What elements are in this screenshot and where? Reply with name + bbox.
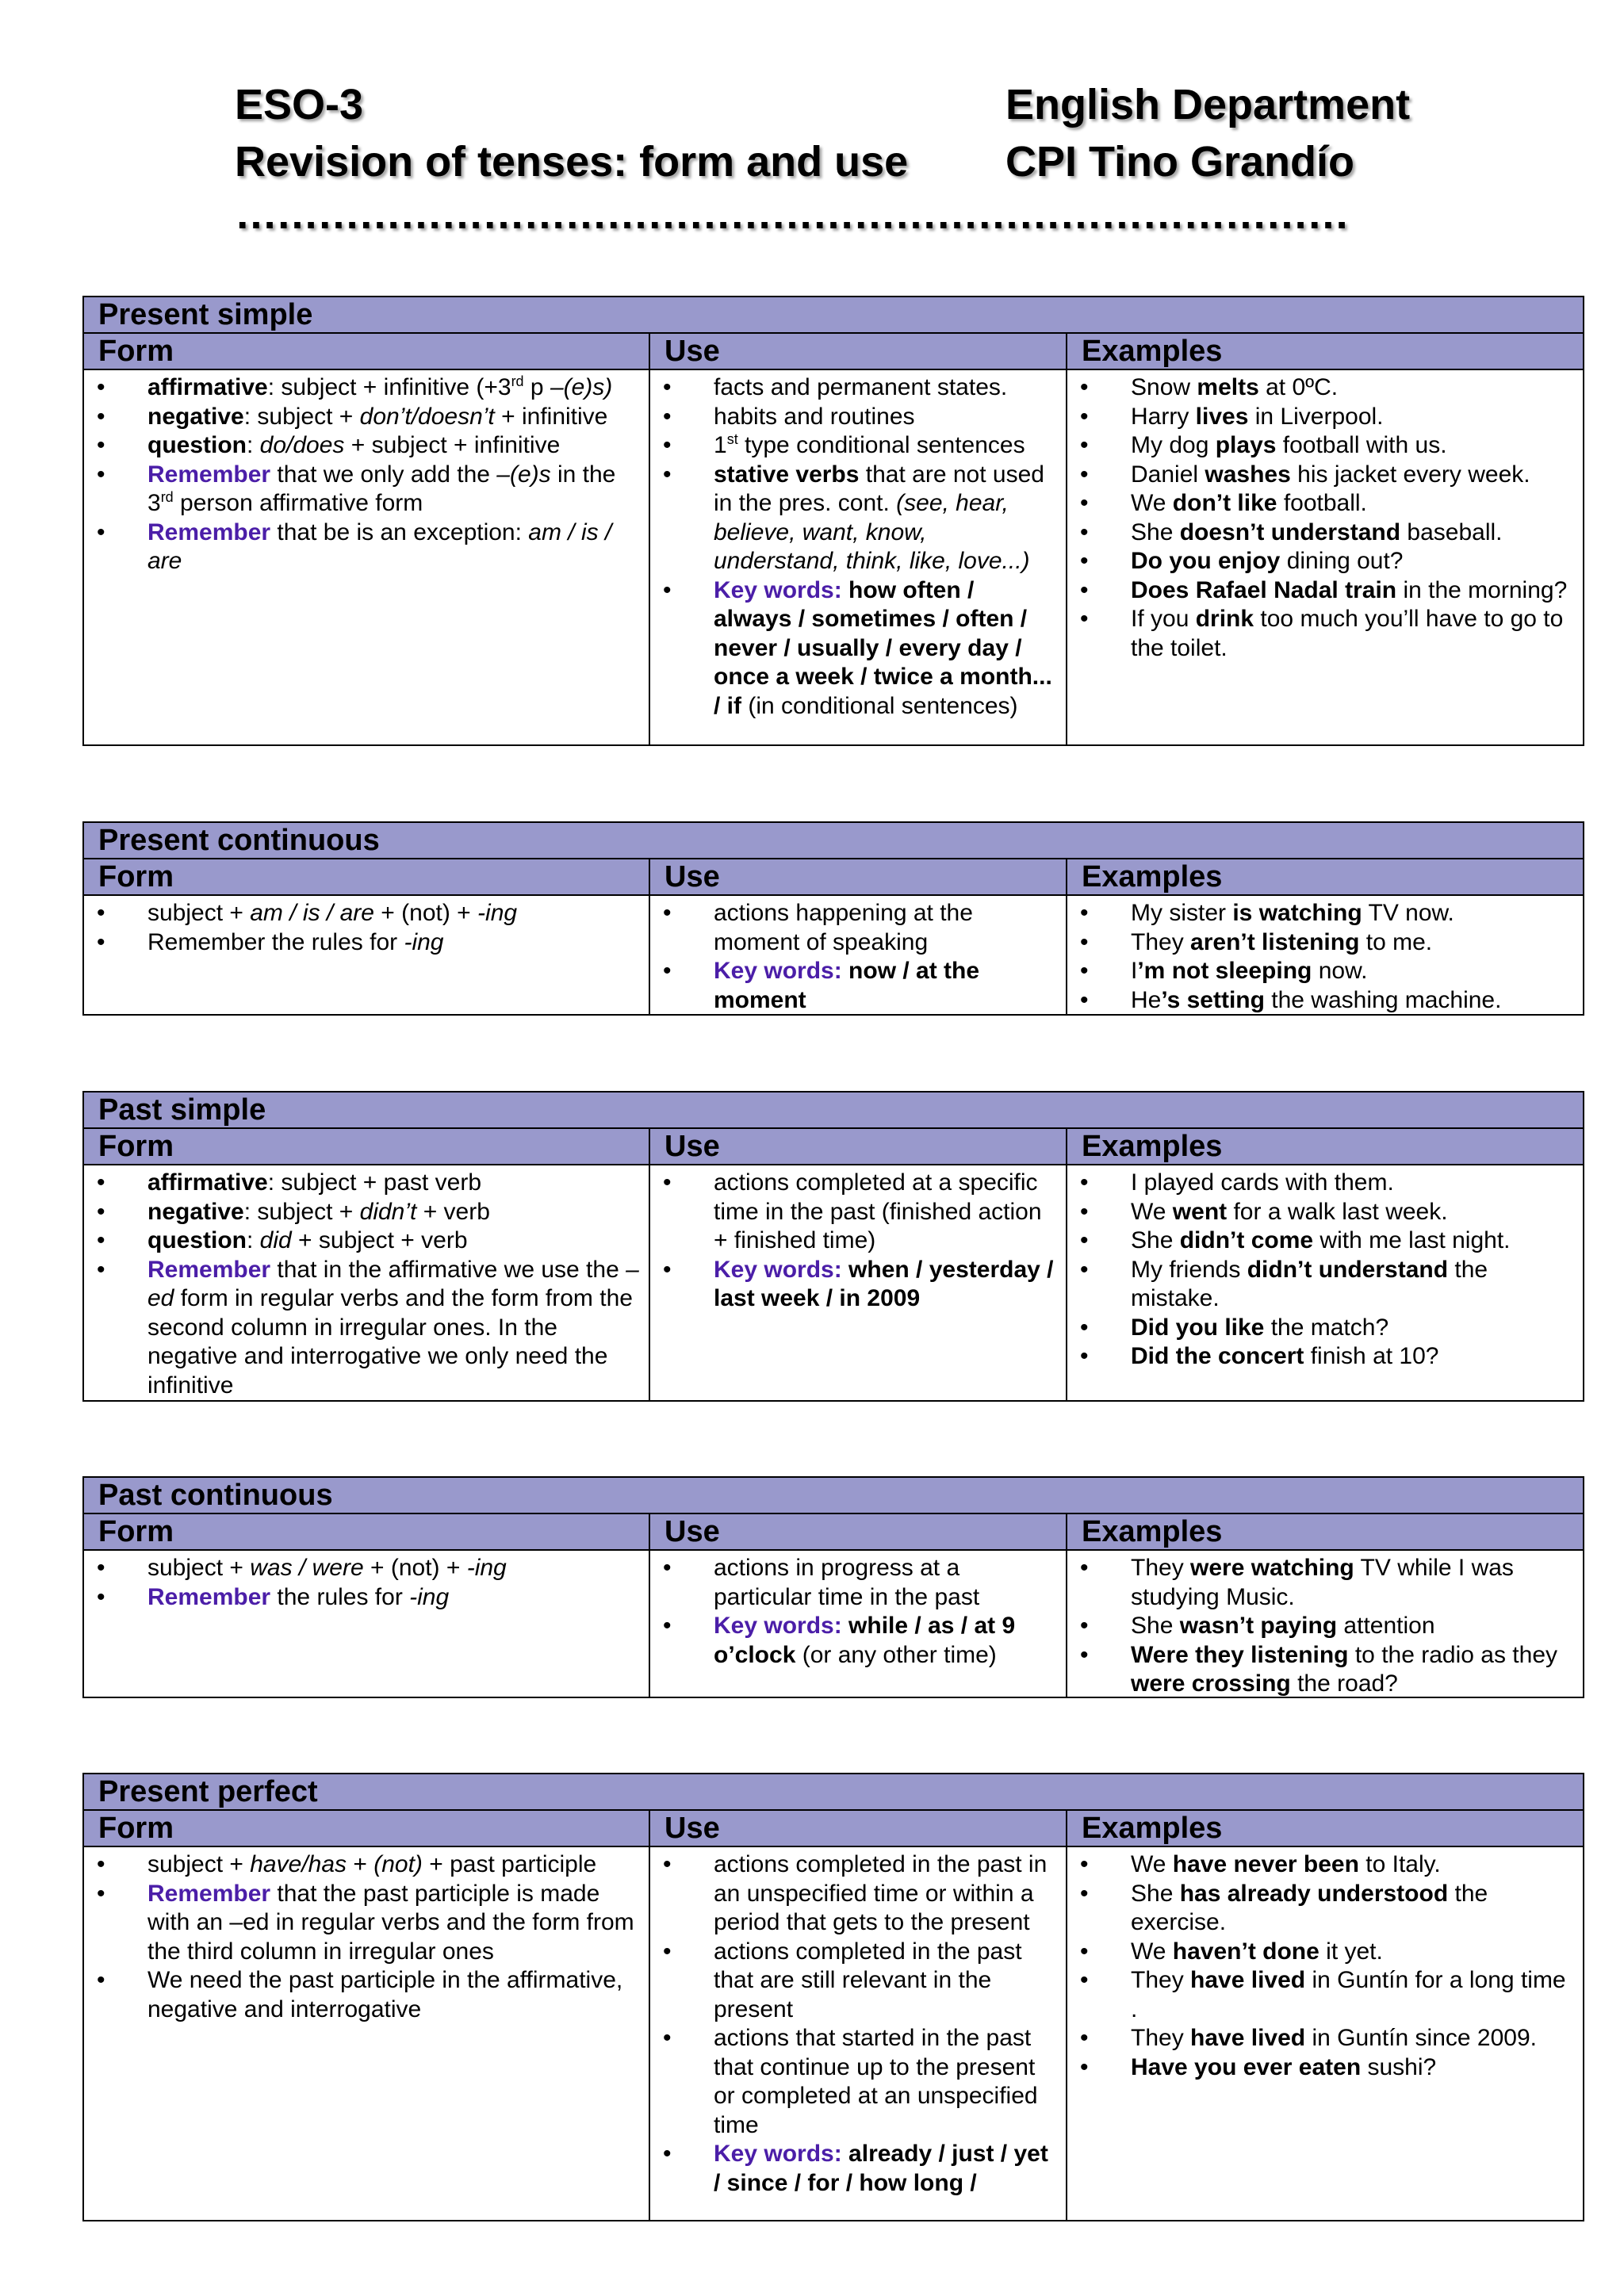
list-item <box>650 576 1058 721</box>
text-run: actions completed in the past in an unspecified time or within a period that gets to the present <box>714 1851 1048 1935</box>
examples-cell <box>1067 1165 1583 1402</box>
examples-list <box>1067 1850 1575 2082</box>
content-row <box>84 1165 1583 1402</box>
text-run: My sister <box>1131 900 1233 926</box>
list-item <box>84 403 641 432</box>
text-run: now / at the moment <box>714 958 980 1013</box>
text-run: in the 3 <box>147 461 616 516</box>
text-run: : subject + <box>243 403 360 430</box>
list-item <box>84 899 641 928</box>
text-run: now. <box>1312 958 1368 984</box>
text-run: don’t/doesn’t <box>359 403 495 430</box>
text-run: She <box>1131 1880 1180 1907</box>
section-title: Present simple <box>84 297 1583 334</box>
text-run: rd <box>160 489 174 505</box>
text-run: how often / always / sometimes / often / never / usually / every day / once a week / twice a month... / if <box>714 576 1052 719</box>
text-run: –(e)s) <box>550 374 613 400</box>
text-run: We <box>1131 490 1173 516</box>
text-run: facts and permanent states. <box>714 374 1008 400</box>
list-item <box>84 1583 641 1613</box>
text-run: melts <box>1197 374 1259 400</box>
use-header: Use <box>650 334 1067 369</box>
list-item <box>650 899 1058 957</box>
list-item <box>84 431 641 461</box>
list-item <box>1067 1880 1575 1938</box>
text-run: I <box>1131 958 1138 984</box>
list-item <box>1067 1342 1575 1372</box>
list-item <box>84 1850 641 1880</box>
text-run: They <box>1131 1967 1191 1993</box>
text-run: actions happening at the moment of speaking <box>714 900 973 955</box>
text-run: when / yesterday / last week / in 2009 <box>714 1256 1054 1311</box>
text-run: already / just / yet / since / for / how long / <box>714 2141 1048 2196</box>
text-run: Remember <box>147 461 271 488</box>
list-item <box>1067 1554 1575 1612</box>
examples-header: Examples <box>1082 1515 1223 1548</box>
list-item <box>650 461 1058 576</box>
text-run: TV now. <box>1362 900 1454 926</box>
text-run: Were they listening <box>1131 1641 1349 1668</box>
text-run: have never been <box>1172 1851 1359 1877</box>
use-header: Use <box>650 1514 1067 1549</box>
text-run: to me. <box>1359 928 1433 955</box>
text-run: They <box>1131 928 1191 955</box>
department-title: English Department <box>1005 81 1411 128</box>
text-run: the road? <box>1290 1670 1398 1697</box>
text-run: the washing machine. <box>1264 986 1502 1013</box>
text-run: in Liverpool. <box>1248 403 1384 430</box>
list-item <box>1067 373 1575 403</box>
header-line-2 <box>235 133 1472 190</box>
list-item <box>1067 519 1575 548</box>
list-item <box>650 2024 1058 2140</box>
text-run: aren’t listening <box>1190 928 1360 955</box>
list-item <box>1067 461 1575 490</box>
text-run: We <box>1131 1938 1173 1965</box>
text-run: doesn’t understand <box>1179 519 1401 545</box>
list-item <box>650 1554 1058 1612</box>
text-run: question <box>147 432 247 458</box>
text-run: If you <box>1131 606 1196 632</box>
list-item <box>650 1850 1058 1938</box>
text-run: : subject + past verb <box>267 1169 482 1196</box>
text-run: in Guntín since 2009. <box>1305 2025 1537 2051</box>
use-cell <box>650 896 1067 1016</box>
list-item <box>1067 605 1575 663</box>
text-run: am / is / are <box>250 900 374 926</box>
text-run: -ing <box>466 1555 507 1581</box>
text-run: that are not used in the pres. cont. <box>714 461 1044 516</box>
form-header: Form <box>84 1129 650 1164</box>
text-run: + subject + verb <box>291 1227 468 1253</box>
examples-cell <box>1067 370 1583 746</box>
use-cell <box>650 1165 1067 1402</box>
text-run: to the radio as they <box>1348 1641 1558 1668</box>
text-run: that we only add the <box>270 461 497 488</box>
list-item <box>1067 489 1575 519</box>
form-list <box>84 373 641 576</box>
list-item <box>650 957 1058 1015</box>
text-run: Daniel <box>1131 461 1205 488</box>
text-run: He <box>1131 986 1162 1013</box>
list-item <box>1067 547 1575 576</box>
text-run: do/does <box>259 432 345 458</box>
form-cell <box>84 896 650 1016</box>
text-run: Does Rafael Nadal train <box>1131 576 1397 603</box>
text-run: that the past participle is made with an –ed in regular verbs and the form from the third column in irregular ones <box>147 1880 634 1965</box>
text-run: am / is / are <box>147 519 612 574</box>
table-past-continuous <box>82 1476 1584 1698</box>
list-item <box>1067 1966 1575 2024</box>
text-run: have lived <box>1190 2025 1306 2051</box>
text-run: the match? <box>1264 1314 1389 1341</box>
text-run: in the morning? <box>1396 576 1568 603</box>
list-item <box>84 1226 641 1256</box>
use-cell <box>650 370 1067 746</box>
list-item <box>1067 1938 1575 1967</box>
text-run: Key words: <box>714 1613 842 1639</box>
text-run: baseball. <box>1400 519 1503 545</box>
list-item <box>84 1880 641 1967</box>
list-item <box>84 461 641 519</box>
text-run: were crossing <box>1131 1670 1291 1697</box>
text-run: + verb <box>416 1198 490 1225</box>
column-header-row <box>84 859 1583 896</box>
form-list <box>84 1554 641 1612</box>
text-run: his jacket every week. <box>1290 461 1530 488</box>
text-run: actions in progress at a particular time in the past <box>714 1555 980 1610</box>
text-run: did <box>259 1227 292 1253</box>
text-run: + <box>347 1851 374 1877</box>
list-item <box>84 1256 641 1401</box>
text-run: to Italy. <box>1358 1851 1441 1877</box>
text-run: negative <box>147 403 244 430</box>
document-header <box>235 76 1472 238</box>
list-item <box>650 1612 1058 1670</box>
text-run: football with us. <box>1276 432 1447 458</box>
use-list <box>650 1850 1058 2198</box>
text-run: We need the past participle in the affirmative, negative and interrogative <box>147 1967 623 2022</box>
examples-list <box>1067 899 1575 1015</box>
text-run: actions that started in the past that continue up to the present or completed at an unspecified time <box>714 2025 1038 2138</box>
section-title: Present continuous <box>84 823 1583 859</box>
text-run: We <box>1131 1198 1173 1225</box>
list-item <box>650 1169 1058 1256</box>
text-run: + subject + infinitive <box>344 432 561 458</box>
section-title: Past simple <box>84 1093 1583 1129</box>
text-run: –(e)s <box>496 461 551 488</box>
text-run: affirmative <box>147 1169 268 1196</box>
form-header: Form <box>84 1514 650 1549</box>
column-header-row <box>84 1811 1583 1847</box>
text-run: that in the affirmative we use the <box>270 1256 626 1283</box>
text-run: (or any other time) <box>795 1641 997 1668</box>
text-run: while / as / at 9 o’clock <box>714 1613 1016 1668</box>
use-cell <box>650 1847 1067 2221</box>
list-item <box>84 1198 641 1227</box>
text-run: affirmative <box>147 374 268 400</box>
examples-header: Examples <box>1082 1812 1223 1845</box>
text-run: -ing <box>404 928 444 955</box>
text-run: it yet. <box>1319 1938 1383 1965</box>
list-item <box>1067 957 1575 986</box>
list-item <box>84 928 641 958</box>
text-run: question <box>147 1227 247 1253</box>
list-item <box>1067 431 1575 461</box>
text-run: actions completed in the past that are still relevant in the present <box>714 1938 1022 2022</box>
text-run: person affirmative form <box>173 490 423 516</box>
list-item <box>1067 576 1575 606</box>
text-run: She <box>1131 1613 1180 1639</box>
list-item <box>1067 1850 1575 1880</box>
list-item <box>84 1554 641 1583</box>
list-item <box>1067 1169 1575 1198</box>
text-run: She <box>1131 1227 1180 1253</box>
text-run: in Guntín for a long time . <box>1131 1967 1566 2022</box>
text-run: Harry <box>1131 403 1196 430</box>
form-cell <box>84 1551 650 1698</box>
text-run: that be is an exception: <box>270 519 529 545</box>
list-item <box>1067 1641 1575 1699</box>
text-run: sushi? <box>1361 2053 1437 2080</box>
text-run: My dog <box>1131 432 1216 458</box>
text-run: Did you like <box>1131 1314 1265 1341</box>
text-run: actions completed at a specific time in the past (finished action + finished time) <box>714 1169 1042 1253</box>
list-item <box>1067 986 1575 1016</box>
form-header: Form <box>84 1811 650 1846</box>
text-run: plays <box>1215 432 1277 458</box>
form-cell <box>84 1847 650 2221</box>
text-run: haven’t done <box>1172 1938 1320 1965</box>
list-item <box>650 403 1058 432</box>
text-run: didn’t <box>359 1198 417 1225</box>
text-run: subject + <box>147 900 251 926</box>
text-run: Remember <box>147 519 271 545</box>
table-present-simple <box>82 296 1584 746</box>
text-run: st <box>726 431 738 447</box>
text-run: Remember the rules for <box>147 928 404 955</box>
text-run: Did the concert <box>1131 1343 1304 1369</box>
use-list <box>650 1169 1058 1314</box>
list-item <box>1067 2024 1575 2053</box>
text-run: with me last night. <box>1313 1227 1511 1253</box>
list-item <box>650 1938 1058 2025</box>
form-cell <box>84 1165 650 1402</box>
text-run: wasn’t paying <box>1179 1613 1338 1639</box>
examples-cell <box>1067 896 1583 1016</box>
list-item <box>84 1966 641 2024</box>
list-item <box>1067 1612 1575 1641</box>
text-run: didn’t come <box>1179 1227 1314 1253</box>
text-run: Remember <box>147 1583 271 1610</box>
text-run: at 0ºC. <box>1258 374 1339 400</box>
text-run: lives <box>1195 403 1249 430</box>
use-list <box>650 373 1058 721</box>
column-header-row <box>84 1129 1583 1165</box>
text-run: were watching <box>1190 1555 1354 1581</box>
list-item <box>650 2140 1058 2198</box>
list-item <box>84 1169 641 1198</box>
content-row <box>84 1847 1583 2221</box>
text-run: They <box>1131 2025 1191 2051</box>
text-run: type conditional sentences <box>737 432 1025 458</box>
examples-list <box>1067 373 1575 663</box>
text-run: She <box>1131 519 1180 545</box>
text-run: too much you’ll have to go to the toilet. <box>1131 606 1564 661</box>
table-present-continuous <box>82 821 1584 1016</box>
text-run: : <box>247 1227 260 1253</box>
text-run: (in conditional sentences) <box>741 692 1018 719</box>
text-run: p <box>523 374 550 400</box>
use-header: Use <box>650 1129 1067 1164</box>
list-item <box>1067 928 1575 958</box>
list-item <box>1067 1314 1575 1343</box>
text-run: Have you ever eaten <box>1131 2053 1362 2080</box>
text-run: TV while I was studying Music. <box>1131 1555 1514 1610</box>
text-run: was / were <box>250 1555 364 1581</box>
list-item <box>84 519 641 576</box>
text-run: drink <box>1195 606 1254 632</box>
text-run: –ed <box>147 1256 639 1311</box>
section-title: Present perfect <box>84 1774 1583 1811</box>
text-run: Remember <box>147 1256 271 1283</box>
text-run: Do you enjoy <box>1131 548 1281 574</box>
content-row <box>84 896 1583 1016</box>
text-run: Remember <box>147 1880 271 1907</box>
list-item <box>1067 1256 1575 1314</box>
examples-header: Examples <box>1082 1130 1223 1163</box>
examples-header: Examples <box>1082 335 1223 368</box>
column-header-row <box>84 1514 1583 1551</box>
list-item <box>650 373 1058 403</box>
text-run: didn’t understand <box>1247 1256 1449 1283</box>
form-list <box>84 899 641 957</box>
use-list <box>650 899 1058 1015</box>
text-run: has already understood <box>1179 1880 1449 1907</box>
text-run: form in regular verbs and the form from the second column in irregular ones. In the negative and interrogative we only need the infinitive <box>147 1285 633 1399</box>
table-present-perfect <box>82 1773 1584 2221</box>
text-run: Key words: <box>714 576 842 603</box>
text-run: finish at 10? <box>1304 1343 1439 1369</box>
text-run: I played cards with them. <box>1131 1169 1394 1196</box>
list-item <box>650 431 1058 461</box>
text-run: habits and routines <box>714 403 915 430</box>
text-run: : subject + <box>243 1198 360 1225</box>
text-run: ’m not sleeping <box>1137 958 1312 984</box>
list-item <box>1067 1198 1575 1227</box>
school-name: CPI Tino Grandío <box>1005 138 1355 186</box>
text-run: went <box>1172 1198 1228 1225</box>
text-run: (see, hear, believe, want, know, understand, think, like, love...) <box>714 490 1030 574</box>
text-run: Snow <box>1131 374 1197 400</box>
form-list <box>84 1169 641 1400</box>
table-past-simple <box>82 1091 1584 1402</box>
text-run: ’s setting <box>1161 986 1265 1013</box>
text-run: + infinitive <box>494 403 608 430</box>
text-run: subject + <box>147 1555 251 1581</box>
text-run: subject + <box>147 1851 251 1877</box>
section-title: Past continuous <box>84 1478 1583 1514</box>
text-run: negative <box>147 1198 244 1225</box>
text-run: Key words: <box>714 958 842 984</box>
text-run: the exercise. <box>1131 1880 1488 1935</box>
text-run: for a walk last week. <box>1227 1198 1448 1225</box>
examples-list <box>1067 1554 1575 1699</box>
text-run: the rules for <box>270 1583 410 1610</box>
use-cell <box>650 1551 1067 1698</box>
list-item <box>650 1256 1058 1314</box>
course-title: ESO-3 <box>235 81 364 128</box>
text-run: + (not) + <box>373 900 478 926</box>
list-item <box>1067 899 1575 928</box>
text-run: stative verbs <box>714 461 860 488</box>
text-run: : subject + infinitive (+3 <box>267 374 511 400</box>
text-run: We <box>1131 1851 1173 1877</box>
text-run: + (not) + <box>363 1555 467 1581</box>
use-header: Use <box>650 859 1067 894</box>
text-run: don’t like <box>1172 490 1277 516</box>
form-cell <box>84 370 650 746</box>
examples-header: Examples <box>1082 860 1223 894</box>
text-run: They <box>1131 1555 1191 1581</box>
text-run: Key words: <box>714 1256 842 1283</box>
text-run: dining out? <box>1280 548 1404 574</box>
examples-cell <box>1067 1847 1583 2221</box>
text-run: -ing <box>409 1583 450 1610</box>
form-header: Form <box>84 859 650 894</box>
text-run: is watching <box>1232 900 1362 926</box>
dotted-separator: ……………………………………………………………………… <box>235 190 1348 238</box>
text-run: have/has <box>250 1851 347 1877</box>
text-run: Key words: <box>714 2141 842 2167</box>
text-run: football. <box>1277 490 1367 516</box>
use-list <box>650 1554 1058 1670</box>
text-run: + past participle <box>422 1851 597 1877</box>
list-item <box>1067 403 1575 432</box>
text-run: My friends <box>1131 1256 1247 1283</box>
text-run: 1 <box>714 432 727 458</box>
use-header: Use <box>650 1811 1067 1846</box>
list-item <box>84 373 641 403</box>
text-run: the mistake. <box>1131 1256 1488 1311</box>
list-item <box>1067 2053 1575 2083</box>
document-subtitle: Revision of tenses: form and use <box>235 138 909 186</box>
text-run: rd <box>511 373 524 389</box>
list-item <box>1067 1226 1575 1256</box>
form-list <box>84 1850 641 2024</box>
examples-list <box>1067 1169 1575 1372</box>
column-header-row <box>84 334 1583 370</box>
content-row <box>84 370 1583 746</box>
text-run: attention <box>1337 1613 1435 1639</box>
text-run: : <box>247 432 260 458</box>
text-run: washes <box>1205 461 1291 488</box>
header-line-1 <box>235 76 1472 133</box>
examples-cell <box>1067 1551 1583 1698</box>
text-run: have lived <box>1190 1967 1306 1993</box>
form-header: Form <box>84 334 650 369</box>
text-run: -ing <box>477 900 518 926</box>
content-row <box>84 1551 1583 1698</box>
text-run: (not) <box>373 1851 423 1877</box>
